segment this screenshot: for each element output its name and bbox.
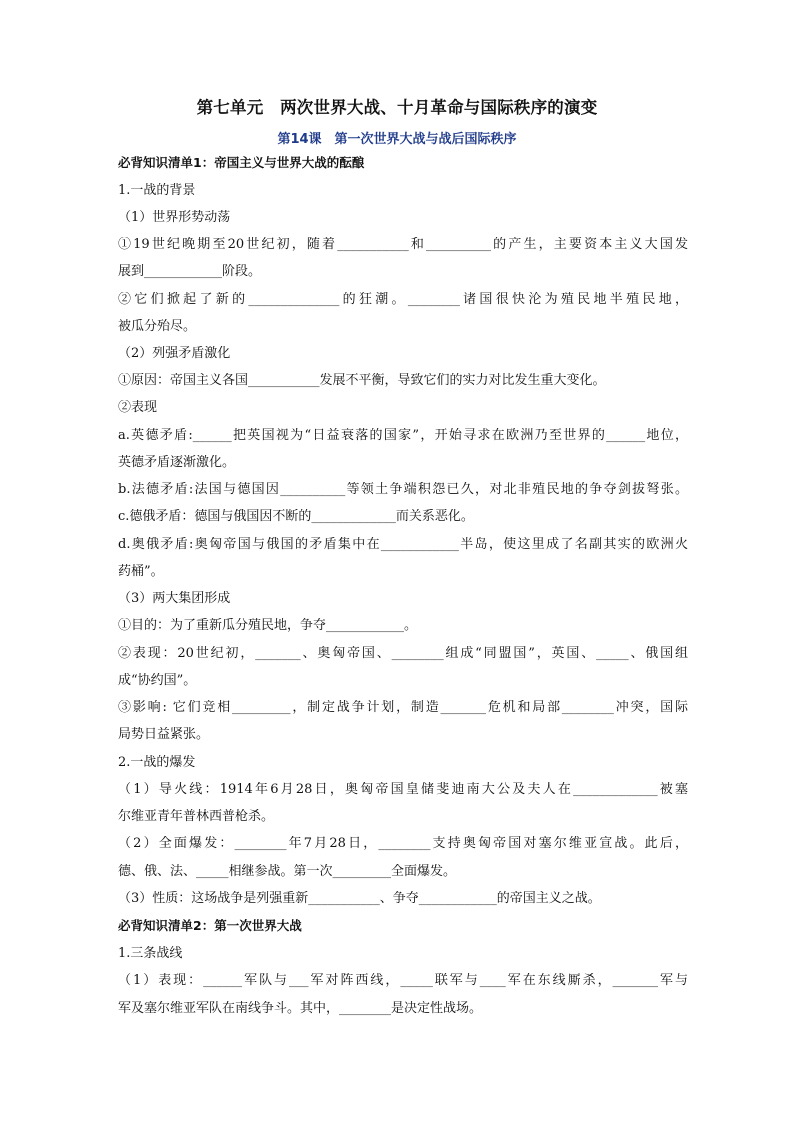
text-line: 成“协约国”。 [118, 673, 197, 688]
text-line: 军及塞尔维亚军队在南线争斗。其中，________是决定性战场。 [118, 1001, 483, 1016]
text-line: （2）全面爆发：________年7月28日，________支持奥匈帝国对塞尔维亚宣战。此后， [118, 836, 688, 851]
text-line: ①原因：帝国主义各国___________发展不平衡，导致它们的实力对比发生重大变化。 [118, 373, 606, 388]
text-line: 被瓜分殆尽。 [118, 319, 197, 334]
text-line: d.奥俄矛盾:奥匈帝国与俄国的矛盾集中在____________半岛，使这里成了名副其实的欧洲火 [118, 537, 688, 552]
lesson-title: 第14课 第一次世界大战与战后国际秩序 [277, 132, 517, 147]
text-line: （3）两大集团形成 [118, 591, 231, 606]
section-heading: 必背知识清单2：第一次世界大战 [118, 918, 302, 933]
text-line: a.英德矛盾:______把英国视为“日益衰落的国家”，开始寻求在欧洲乃至世界的______地位， [118, 428, 688, 443]
text-line: ③影响: 它们竞相_________，制定战争计划，制造_______危机和局部________冲突，国际 [118, 700, 688, 715]
text-line: c.德俄矛盾：德国与俄国因不断的_____________而关系恶化。 [118, 509, 474, 524]
text-line: ①19世纪晚期至20世纪初，随着___________和__________的产生，主要资本主义大国发 [118, 237, 688, 252]
section-heading: 必背知识清单1：帝国主义与世界大战的酝酿 [118, 155, 365, 170]
text-line: （3）性质：这场战争是列强重新___________、争夺____________的帝国主义之战。 [118, 891, 601, 906]
text-line: （1）世界形势动荡 [118, 210, 231, 225]
text-line: 2.一战的爆发 [118, 755, 196, 770]
text-line: 1.三条战线 [118, 946, 183, 961]
text-line: ②表现 [118, 400, 158, 415]
text-line: （1）表现：______军队与___军对阵西线，_____联军与____军在东线厮杀，_______军与 [118, 973, 688, 988]
text-line: 英德矛盾逐渐激化。 [118, 455, 236, 470]
text-line: ②它们掀起了新的______________的狂潮。________诸国很快沦为殖民地半殖民地， [118, 292, 688, 307]
text-line: b.法德矛盾:法国与德国因__________等领土争端积怨已久，对北非殖民地的争夺剑拔弩张。 [118, 482, 688, 497]
text-line: ②表现：20世纪初，_______、奥匈帝国、________组成“同盟国”，英国、_____、俄国组 [118, 646, 688, 661]
text-line: 尔维亚青年普林西普枪杀。 [118, 809, 275, 824]
unit-title: 第七单元 两次世界大战、十月革命与国际秩序的演变 [196, 98, 598, 117]
text-line: （2）列强矛盾激化 [118, 346, 231, 361]
text-line: 局势日益紧张。 [118, 727, 210, 742]
text-line: （1）导火线：1914年6月28日，奥匈帝国皇储斐迪南大公及夫人在_____________被塞 [118, 782, 688, 797]
text-line: ①目的：为了重新瓜分殖民地，争夺____________。 [118, 618, 418, 633]
text-line: 展到____________阶段。 [118, 264, 262, 279]
text-line: 德、俄、法、_____相继参战。第一次_________全面爆发。 [118, 864, 457, 879]
text-line: 1.一战的背景 [118, 183, 196, 198]
text-line: 药桶”。 [118, 564, 164, 579]
